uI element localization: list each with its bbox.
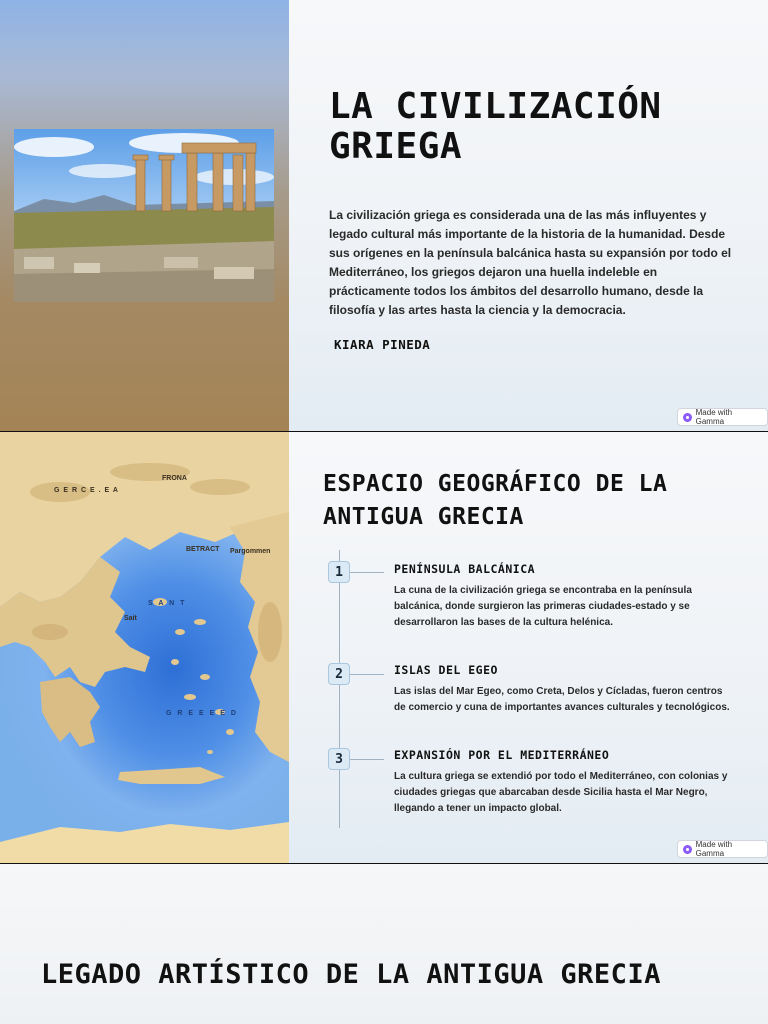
map-label-sait: Sait — [124, 615, 137, 622]
author-name: KIARA PINEDA — [334, 337, 431, 352]
step-title-2: ISLAS DEL EGEO — [394, 663, 498, 677]
slide-artistic-legacy — [0, 864, 768, 1024]
map-label-sant: S A N T — [148, 600, 187, 607]
step-title-3: EXPANSIÓN POR EL MEDITERRÁNEO — [394, 748, 610, 762]
step-text-3: La cultura griega se extendió por todo el Mediterráneo, con colonias y ciudades griegas que abarcaban desde Sicilia hasta el Mar Negro, llegando a tener un impacto global. — [394, 771, 728, 814]
made-with-gamma-badge[interactable] — [677, 840, 768, 858]
temple-ruins-photo — [14, 129, 274, 302]
slide-title: ESPACIO GEOGRÁFICO DE LA ANTIGUA GRECIA — [323, 471, 668, 530]
slide-intro — [0, 0, 768, 431]
timeline-line — [339, 550, 340, 828]
slide-title: LA CIVILIZACIÓN GRIEGA — [329, 86, 662, 167]
step-number-2: 2 — [328, 663, 350, 685]
step-connector — [350, 572, 384, 573]
step-text-1: La cuna de la civilización griega se encontraba en la península balcánica, donde surgieron las primeras ciudades-estado y se desarrollaron las bases de la cultura helénica. — [394, 585, 692, 628]
map-label-betract: BETRACT — [186, 546, 220, 553]
made-with-gamma-badge[interactable] — [677, 408, 768, 426]
slide-geography — [0, 432, 768, 863]
step-connector — [350, 759, 384, 760]
step-number-3: 3 — [328, 748, 350, 770]
gamma-logo-icon — [683, 413, 692, 422]
badge-label: Made with Gamma — [695, 408, 733, 426]
step-number-1: 1 — [328, 561, 350, 583]
step-title-1: PENÍNSULA BALCÁNICA — [394, 562, 536, 576]
gamma-logo-icon — [683, 845, 692, 854]
slide-title: LEGADO ARTÍSTICO DE LA ANTIGUA GRECIA — [41, 959, 661, 990]
step-text-2: Las islas del Mar Egeo, como Creta, Delos y Cícladas, fueron centros de comercio y cuna de importantes avances culturales y tecnológicos. — [394, 686, 730, 713]
map-label-frona: FRONA — [162, 475, 187, 482]
map-label-greeeed: G R E E E E D — [166, 710, 238, 717]
greece-map — [0, 432, 289, 863]
slide-description: La civilización griega es considerada una de las más influyentes y legado cultural más importante de la historia de la humanidad. Desde sus orígenes en la península balcánica hasta su expansión por todo el Mediterráneo, los griegos dejaron una huella indeleble en prácticamente todos los ámbitos del desarrollo humano, desde la filosofía y las artes hasta la ciencia y la democracia. — [329, 208, 732, 317]
slide-left-panel — [0, 0, 289, 431]
map-label-pargommen: Pargommen — [230, 548, 271, 555]
badge-label: Made with Gamma — [695, 840, 733, 858]
step-connector — [350, 674, 384, 675]
map-label-gerce: G E R C E . E A — [54, 487, 119, 494]
